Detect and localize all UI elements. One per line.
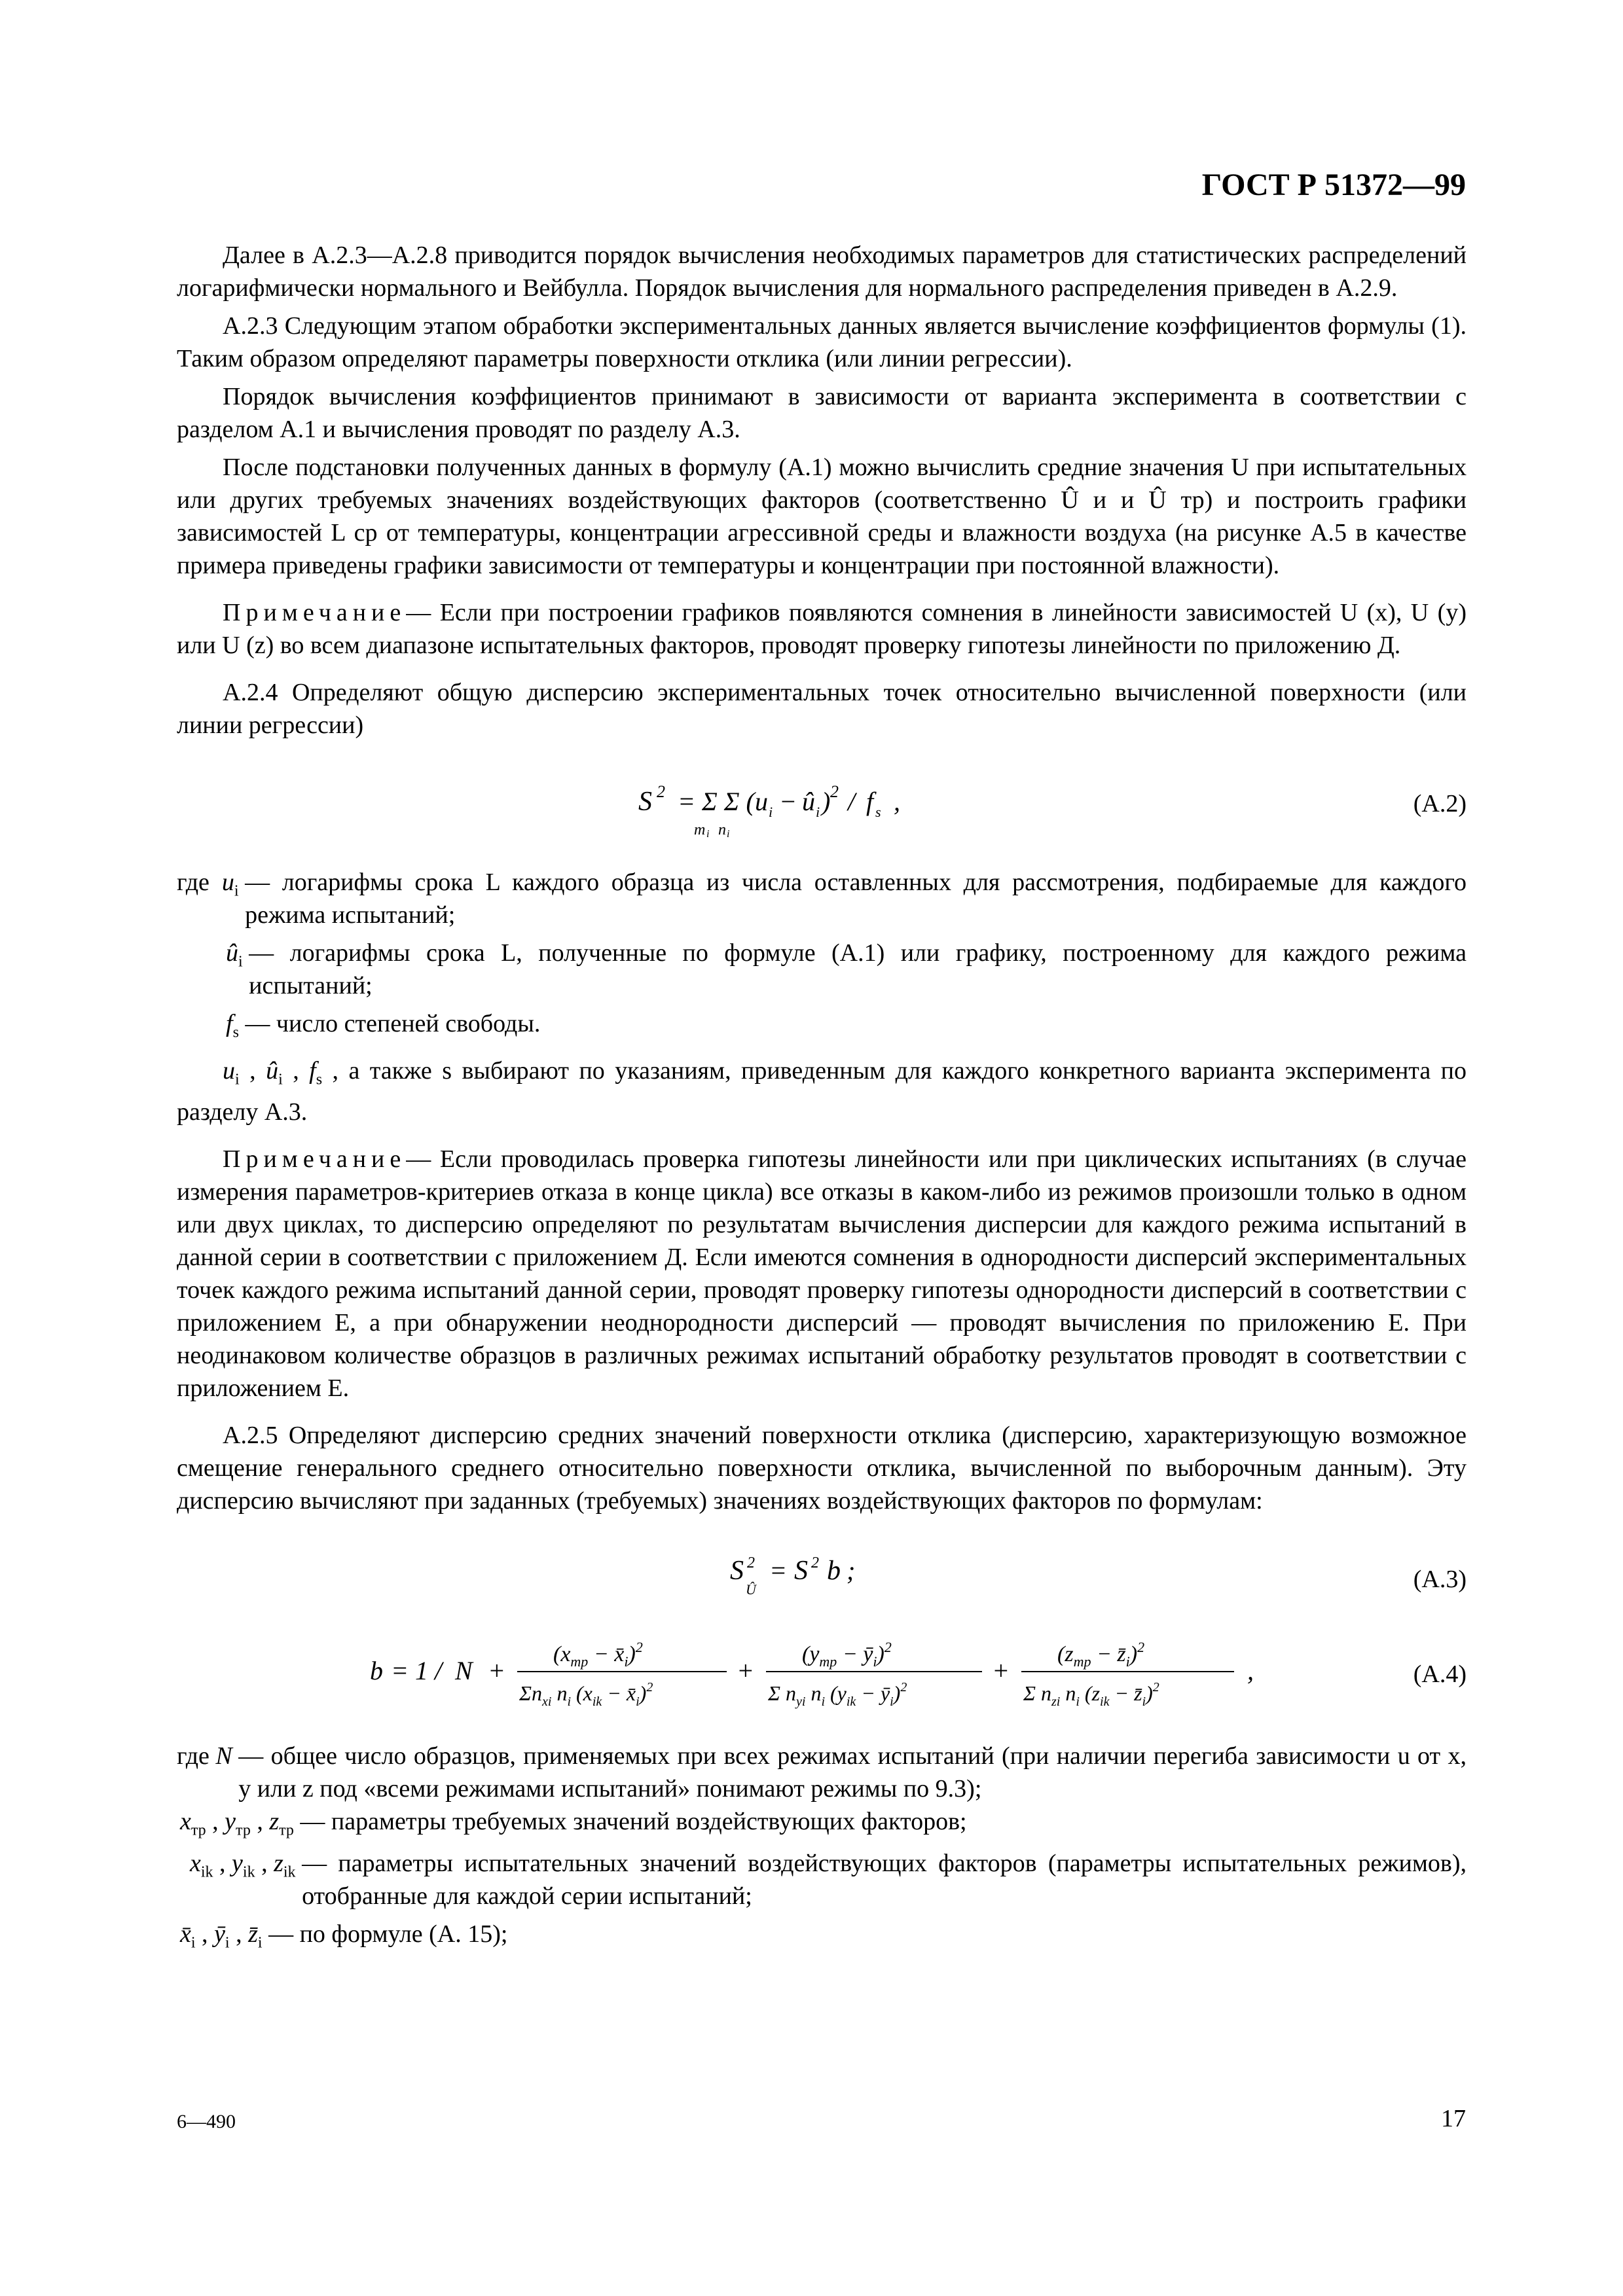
svg-text:b: b [827,1556,841,1587]
definition-lead: где $u_i$ [177,869,239,900]
svg-text:S: S [794,1556,808,1587]
svg-text:S: S [730,1556,744,1587]
definition-tr-text: — параметры требуемых значений воздействующих факторов; [300,1808,967,1836]
paragraph-coeff-order: Порядок вычисления коэффициентов принимают в зависимости от варианта эксперимента в соответствии с разделом А.1 и вычисления проводят по разделу А.3. [177,383,1467,443]
svg-text:N: N [455,1656,473,1686]
paragraph-substitution: После подстановки полученных данных в формулу (А.1) можно вычислить средние значения U при испытательных или других требуемых значениях воздействующих факторов (соответственно Û и и Û тр) и построить графики зависимостей L ср от температуры, концентрации агрессивной среды и влажности воздуха (на рисунке А.5 в качестве примера приведены графики зависимости от температуры и концентрации при постоянной влажности). [177,454,1467,579]
svg-text:s: s [875,804,881,820]
svg-text:= 1 /: = 1 / [391,1656,443,1686]
definition-u-text: — логарифмы срока L каждого образца из числа оставленных для рассмотрения, подбираемые для каждого режима испытаний; [245,869,1467,929]
svg-text:û: û [802,787,815,816]
svg-text:=: = [769,1556,787,1586]
paragraph-a24: А.2.4 Определяют общую дисперсию экспериментальных точек относительно вычисленной поверхности (или линии регрессии) [177,679,1467,739]
svg-text:+: + [737,1656,754,1686]
note-label: Примечание [223,599,407,626]
svg-text:+: + [488,1656,505,1686]
svg-text:b: b [370,1656,383,1686]
paragraph-a25: А.2.5 Определяют дисперсию средних значений поверхности отклика (дисперсию, характеризующую возможное смещение генерального среднего относительно поверхности отклика, вычисленной по выборочным данным). Эту дисперсию вычисляют при заданных (требуемых) значениях воздействующих факторов по формулам: [177,1422,1467,1515]
formula-a3-svg [730,1550,913,1602]
svg-text:= Σ Σ (: = Σ Σ ( [678,787,755,816]
svg-text:−: − [779,787,797,816]
definition-ik-term: $x_{ik}$ , $y_{ik}$ , $z_{ik}$ [190,1849,296,1881]
definitions-a4 [177,1740,1467,1959]
formula-a2-number: (А.2) [1413,790,1467,817]
definition-uhat-term: $û_i$ [226,939,243,971]
definition-ik [177,1847,1467,1912]
paragraph-intro: Далее в А.2.3—А.2.8 приводится порядок вычисления необходимых параметров для статистических распределений логарифмически нормального и Вейбулла. Порядок вычисления для нормального распределения приведен в А.2.9. [177,242,1467,302]
formula-a3-expression [177,1550,1467,1610]
formula-a4-number: (А.4) [1413,1660,1467,1689]
formula-a2-expression [177,781,1467,848]
definition-bar-term: $x̄_i$ , $ȳ_i$ , $z̄_i$ [180,1920,263,1952]
definition-bar-text: — по формуле (А. 15); [268,1920,508,1948]
svg-text:Σnxi ni (xik − x̄i)2: $\Sigma n_{xi}$ $n_i$ ($x_{ik}$ − $x̄_i)^2$ [519,1680,653,1710]
note-text: — Если при построении графиков появляются сомнения в линейности зависимостей U (x), U (y) или U (z) во всем диапазоне испытательных факторов, проводят проверку гипотезы линейности по приложению Д. [177,599,1467,659]
definition-n-text: — общее число образцов, применяемых при всех режимах испытаний (при наличии перегиба зависимости u от x, y или z под «всеми режимами испытаний» понимают режимы по 9.3); [238,1742,1467,1803]
page-content [177,239,1467,1959]
svg-text:,: , [894,787,900,816]
svg-text:2: 2 [657,782,665,801]
formula-a2 [177,768,1467,846]
svg-text:;: ; [847,1556,856,1586]
svg-text:2: 2 [747,1554,755,1572]
definition-ik-text: — параметры испытательных значений воздействующих факторов (параметры испытательных режимов), отобранные для каждой серии испытаний; [302,1849,1467,1910]
paragraph-a23: А.2.3 Следующим этапом обработки экспериментальных данных является вычисление коэффициентов формулы (1). Таким образом определяют параметры поверхности отклика (или линии регрессии). [177,312,1467,372]
formula-a4 [177,1628,1467,1720]
svg-text:(xтр − x̄i)2: ($x_{тр}$ − $x̄_i)^2$ [553,1639,643,1670]
svg-text:i: i [727,829,730,840]
svg-text:S: S [638,787,652,817]
svg-text:,: , [1247,1656,1254,1686]
svg-text:u: u [755,787,768,816]
definition-uhat [177,937,1467,1002]
note-text: — Если проводилась проверка гипотезы линейности или при циклических испытаниях (в случае измерения параметров-критериев отказа в конце цикла) все отказы в каком-либо из режимов произошли только в одном или двух циклах, то дисперсию определяют по результатам вычисления дисперсии для каждого режима испытаний в данной серии в соответствии с приложением Д. Если имеются сомнения в однородности дисперсий экспериментальных точек каждого режима испытаний данной серии, проводят проверку гипотезы однородности дисперсий в соответствии с приложением Е, а при обнаружении неоднородности дисперсий — проводят вычисления по приложению Е. При неодинаковом количестве образцов в различных режимах испытаний обработку результатов проводят в соответствии с приложением Е. [177,1145,1467,1403]
svg-text:i: i [816,804,820,820]
definition-tr-term: $x_{тр}$ , $y_{тр}$ , $z_{тр}$ [180,1808,294,1839]
formula-a3-number: (А.3) [1413,1566,1467,1594]
definition-bar [177,1918,1467,1960]
formula-a2-svg [638,781,1005,840]
svg-text:2: 2 [811,1554,819,1572]
paragraph-selection: $u_i$ , $û_i$ , $f_s$ , а также s выбирают по указаниям, приведенным для каждого конкретного варианта эксперимента по разделу А.3. [177,1056,1467,1126]
svg-text:2: 2 [830,782,839,801]
note-linearity [177,596,1467,662]
svg-text:n: n [718,821,726,838]
formula-a3 [177,1543,1467,1602]
svg-text:): ) [822,787,831,816]
definition-fs-term: $f_s$ [226,1010,239,1041]
svg-text:m: m [694,821,706,838]
page-number: 17 [1441,2105,1466,2132]
svg-text:f: f [866,787,874,816]
svg-text:Σ nzi ni (zik − z̄i)2: Σ $n_{zi}$ $n_i$ ($z_{ik}$ − $z̄_i)^2$ [1023,1680,1159,1710]
formula-a4-expression [177,1635,1467,1721]
document-code: ГОСТ Р 51372—99 [1201,168,1466,202]
footer-code: 6—490 [177,2111,236,2132]
svg-text:i: i [769,804,773,820]
definition-n-term: где N [177,1742,232,1770]
definition-fs-text: — число степеней свободы. [245,1010,541,1037]
formula-a4-svg [370,1635,1273,1713]
definition-uhat-text: — логарифмы срока L, полученные по формуле (А.1) или графику, построенному для каждого режима испытаний; [249,939,1467,999]
definitions-a2 [177,866,1467,1049]
svg-text:Û: Û [746,1581,756,1598]
svg-text:/: / [848,787,856,816]
definition-u [177,866,1467,931]
svg-text:+: + [992,1656,1010,1686]
definition-fs [177,1007,1467,1049]
svg-text:(zтр − z̄i)2: ($z_{тр}$ − $z̄_i)^2$ [1057,1639,1145,1670]
svg-text:(yтр − ȳi)2: ($y_{тр}$ − $ȳ_i)^2$ [802,1639,892,1670]
svg-text:Σ nyi ni (yik − ȳi)2: Σ $n_{yi}$ $n_i$ ($y_{ik}$ − $ȳ_i)^2$ [768,1680,907,1710]
note-label: Примечание [223,1145,407,1174]
note-dispersion [177,1143,1467,1405]
definition-n [177,1740,1467,1805]
definition-tr [177,1805,1467,1847]
svg-text:i: i [706,829,710,840]
